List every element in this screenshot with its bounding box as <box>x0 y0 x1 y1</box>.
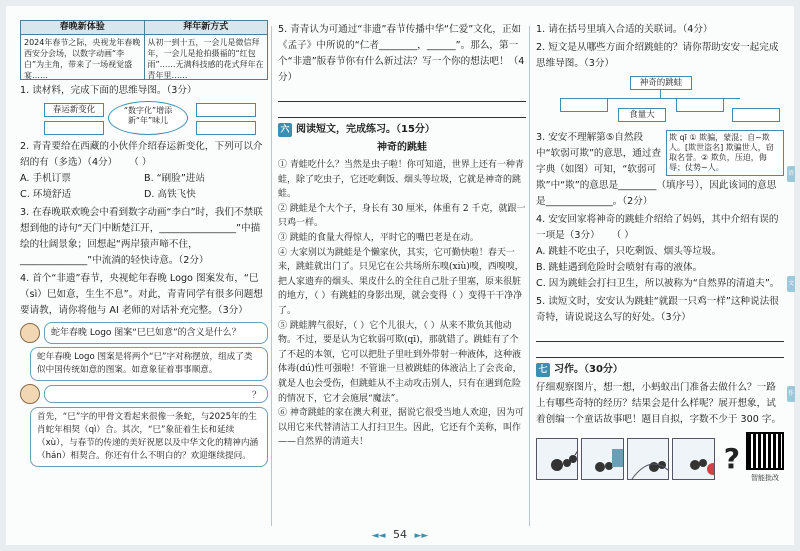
ant-picture-2 <box>581 438 623 480</box>
map-box-blank[interactable] <box>196 121 256 135</box>
section-badge: 七 <box>536 363 550 377</box>
middle-column <box>278 20 526 450</box>
speech-row <box>20 322 268 344</box>
map-box-blank[interactable] <box>560 98 608 112</box>
option-d[interactable]: D. 高铁飞快 <box>144 189 196 200</box>
answer-line[interactable] <box>536 328 784 342</box>
article-title: 神奇的跳蛙 <box>377 142 427 153</box>
ai-answer-bubble: 首先，“巳”字的甲骨文看起来很像一条蛇，与2025年的生肖蛇年相契（qì）合。其次，“巳”象征着生长和延续（xù），与春节的传递的美好祝愿以及中华文化的精神内涵（hán）相契合。你还有什么不明白的？欢迎继续提问。 <box>30 407 268 467</box>
right-column <box>536 20 784 486</box>
question-r4 <box>536 212 784 244</box>
info-table <box>20 20 268 80</box>
answer-line[interactable] <box>536 344 784 358</box>
dictionary-entry: 欺 qī ① 欺骗，蒙混；自~欺人。[欺世盗名] 欺骗世人，窃取名誉。② 欺负，压迫，侮辱；仗势~人。 <box>666 130 784 176</box>
question-1: 1. 读材料，完成下面的思维导图。（3分） <box>20 85 197 96</box>
question-4: 4. 首个“非遗”春节，央视蛇年春晚 Logo 图案发布，“巳（sì）巳如意，生生不息”。对此，青青同学有很多问题想要请教，请你将他与 AI 老师的对话补充完整。（3分） <box>20 273 263 316</box>
options-row <box>20 187 268 203</box>
question-r2: 2. 短文是从哪些方面介绍跳蛙的？请你帮助安安一起完成思维导图。（3分） <box>536 42 779 69</box>
page-number: 54 <box>393 528 407 541</box>
map-center: “数字化”增添新“年”味儿 <box>108 101 188 135</box>
question-5: 5. 青青认为可通过“非遗”春节传播中华“仁爱”文化，正如《孟子》中所说的“仁者________，______”。那么，第一个“非遗”版春节你有什么新过法？写一个你的想法吧！（4分） <box>278 24 525 83</box>
section-6-head <box>278 122 526 138</box>
question-3: 3. 在春晚联欢晚会中看到数字动画“李白”时，我们不禁联想到他的诗句“天门中断楚江开，________________”中描绘的壮阔景象；回想起“两岸猿声啼不住，______________”中流淌的轻快诗意。（2分） <box>20 207 263 266</box>
options-row <box>20 171 268 187</box>
map-box-blank[interactable] <box>732 108 780 122</box>
ant-picture-3 <box>627 438 669 480</box>
option-c[interactable]: C. 因为跳蛙会打扫卫生，所以被称为“自然界的清道夫”。 <box>536 278 780 289</box>
paragraph: ⑤ 跳蛙脾气很好，（ ）它个儿很大，（ ）从来不欺负其他动物。不过，要是认为它软弱可欺(qī)，那就错了。跳蛙有了个了不起的本领，它可以把肚子里吐到外带射一种液体，这种液体毒(dú)性可强啦！不管谁一旦被跳蛙的体液沾上了会丧命，就是人也会受伤，但跳蛙从不主动攻击别人，只有在遇到危险的情况下，它才会施展“魔法”。 <box>278 320 522 404</box>
answer-line[interactable] <box>278 88 526 102</box>
paragraph: ② 跳蛙是个大个子，身长有 30 厘米，体重有 2 千克，就跟一只鸡一样。 <box>278 203 526 229</box>
left-column <box>20 20 268 467</box>
student-question-blank[interactable]: ？ <box>44 385 268 403</box>
qr-label: 智能批改 <box>751 474 779 482</box>
mind-map-1 <box>20 101 268 137</box>
page-footer <box>6 528 794 541</box>
side-tab[interactable]: 作 <box>787 386 795 402</box>
qr-code-icon[interactable] <box>746 432 784 470</box>
ant-icon <box>537 439 578 480</box>
paragraph: ① 青蛙吃什么？当然是虫子啦！你可知道，世界上还有一种青蛙，除了吃虫子，它还吃剩饭、烟头等垃圾，它就是神奇的跳蛙。 <box>278 160 524 200</box>
info-body: 从初一到十五，一会儿是微信拜年，一会儿是抢拍摄福的“红包雨”……无满科技感的花式拜年在青年里…… <box>147 38 264 79</box>
ant-icon <box>673 439 714 480</box>
question-mark: ? <box>723 442 740 475</box>
option-b[interactable]: B. 跳蛙遇到危险时会喷射有毒的液体。 <box>536 262 703 273</box>
paragraph: ④ 大家别以为跳蛙是个懒家伙，其实，它可勤快啦！春天一来，跳蛙就出门了。只见它在公共场所东嗅(xiù)嗅，西嗅嗅，把人家遗弃的烟头、果皮什么的全往自己肚子里塞，原来很脏的地方，（ ）有跳蛙的身影出现，就会变得（ ）变得干干净净了。 <box>278 247 524 316</box>
column-divider <box>271 26 272 526</box>
section-7-head <box>536 362 784 378</box>
map-root: 神奇的跳蛙 <box>630 76 692 90</box>
map-box-blank[interactable] <box>44 121 104 135</box>
section-title: 习作。（30分） <box>554 364 623 375</box>
student-speech-bubble: 蛇年春晚 Logo 图案“巳巳如意”的含义是什么？ <box>44 322 268 344</box>
option-a[interactable]: A. 手机订票 <box>20 173 71 184</box>
next-page-icon[interactable]: ►► <box>414 531 429 541</box>
info-body: 2024年春节之际，央视龙年春晚西安分会场，以数字动画“李白”为主角，带来了一场视觉盛宴…… <box>24 38 141 79</box>
option-a[interactable]: A. 跳蛙不吃虫子，只吃剩饭、烟头等垃圾。 <box>536 246 722 257</box>
qr-block <box>746 432 784 486</box>
question-r5: 5. 读短文时，安安认为跳蛙“就跟一只鸡一样”这种说法很奇特，请说说这么写的好处。（3分） <box>536 296 779 323</box>
question-2 <box>20 139 268 171</box>
mind-map-2 <box>536 74 784 128</box>
question-2-text: 2. 青青要给在西藏的小伙伴介绍春运新变化，下列可以介绍的有（多选）（4分） <box>20 141 263 168</box>
question-r3-text: 3. 安安不理解第⑤自然段中“软弱可欺”的意思，通过查字典（如图）可知，“软弱可欺”中“欺”的意思是________（填序号），因此该词的意思是______________。（2分） <box>536 132 777 207</box>
info-head: 春晚新体验 <box>21 21 144 35</box>
paragraph: ⑥ 神奇跳蛙的家在澳大利亚，据说它很受当地人欢迎，因为可以用它来代替清洁工人打扫卫生。因此，它还有个美称，叫作——自然界的清道夫！ <box>278 408 524 448</box>
map-connector <box>660 90 661 98</box>
ant-picture-4 <box>672 438 714 480</box>
info-head: 拜年新方式 <box>145 21 268 35</box>
answer-paren[interactable]: （ ） <box>129 157 152 168</box>
ant-icon <box>628 439 669 480</box>
ant-picture-1 <box>536 438 578 480</box>
picture-strip <box>536 432 784 486</box>
student-avatar-icon <box>20 323 40 343</box>
section-title: 阅读短文，完成练习。（15分） <box>296 124 435 135</box>
speech-row <box>20 384 268 404</box>
exam-page <box>6 6 794 545</box>
answer-paren[interactable]: （ ） <box>611 230 634 241</box>
option-c[interactable]: C. 环境舒适 <box>20 189 72 200</box>
side-tab[interactable]: 文 <box>787 276 795 292</box>
map-box-food: 食量大 <box>618 108 666 122</box>
article <box>278 158 526 450</box>
column-divider <box>529 26 530 526</box>
map-box-left: 春运新变化 <box>44 103 104 117</box>
student-avatar-icon <box>20 384 40 404</box>
ai-answer-bubble: 蛇年春晚 Logo 图案是将两个“巳”字对称摆放，组成了类似中国传统如意的图案。如意象征着事事顺意。 <box>30 347 268 381</box>
info-cell-new-greeting <box>145 21 268 79</box>
side-tab[interactable]: 语 <box>787 166 795 182</box>
ant-icon <box>582 439 623 480</box>
map-box-blank[interactable] <box>196 103 256 117</box>
answer-line[interactable] <box>278 104 526 118</box>
paragraph: ③ 跳蛙的食量大得惊人，平时它的嘴巴老是在动。 <box>278 232 479 243</box>
section-badge: 六 <box>278 123 292 137</box>
question-r3 <box>536 130 784 210</box>
question-r4-text: 4. 安安回家将神奇的跳蛙介绍给了妈妈，其中介绍有误的一项是（3分） <box>536 214 779 241</box>
info-cell-spring-gala <box>21 21 145 79</box>
question-r1: 1. 请在括号里填入合适的关联词。（4分） <box>536 24 713 35</box>
map-box-blank[interactable] <box>676 98 724 112</box>
writing-prompt: 仔细观察图片，想一想，小蚂蚁出门准备去做什么？一路上有哪些奇特的经历？结果会是什么样呢？展开想象，试着创编一个童话故事吧！题目自拟，字数不少于 300 字。 <box>536 382 782 425</box>
prev-page-icon[interactable]: ◄◄ <box>371 531 386 541</box>
option-b[interactable]: B. “刷脸”进站 <box>144 173 205 184</box>
